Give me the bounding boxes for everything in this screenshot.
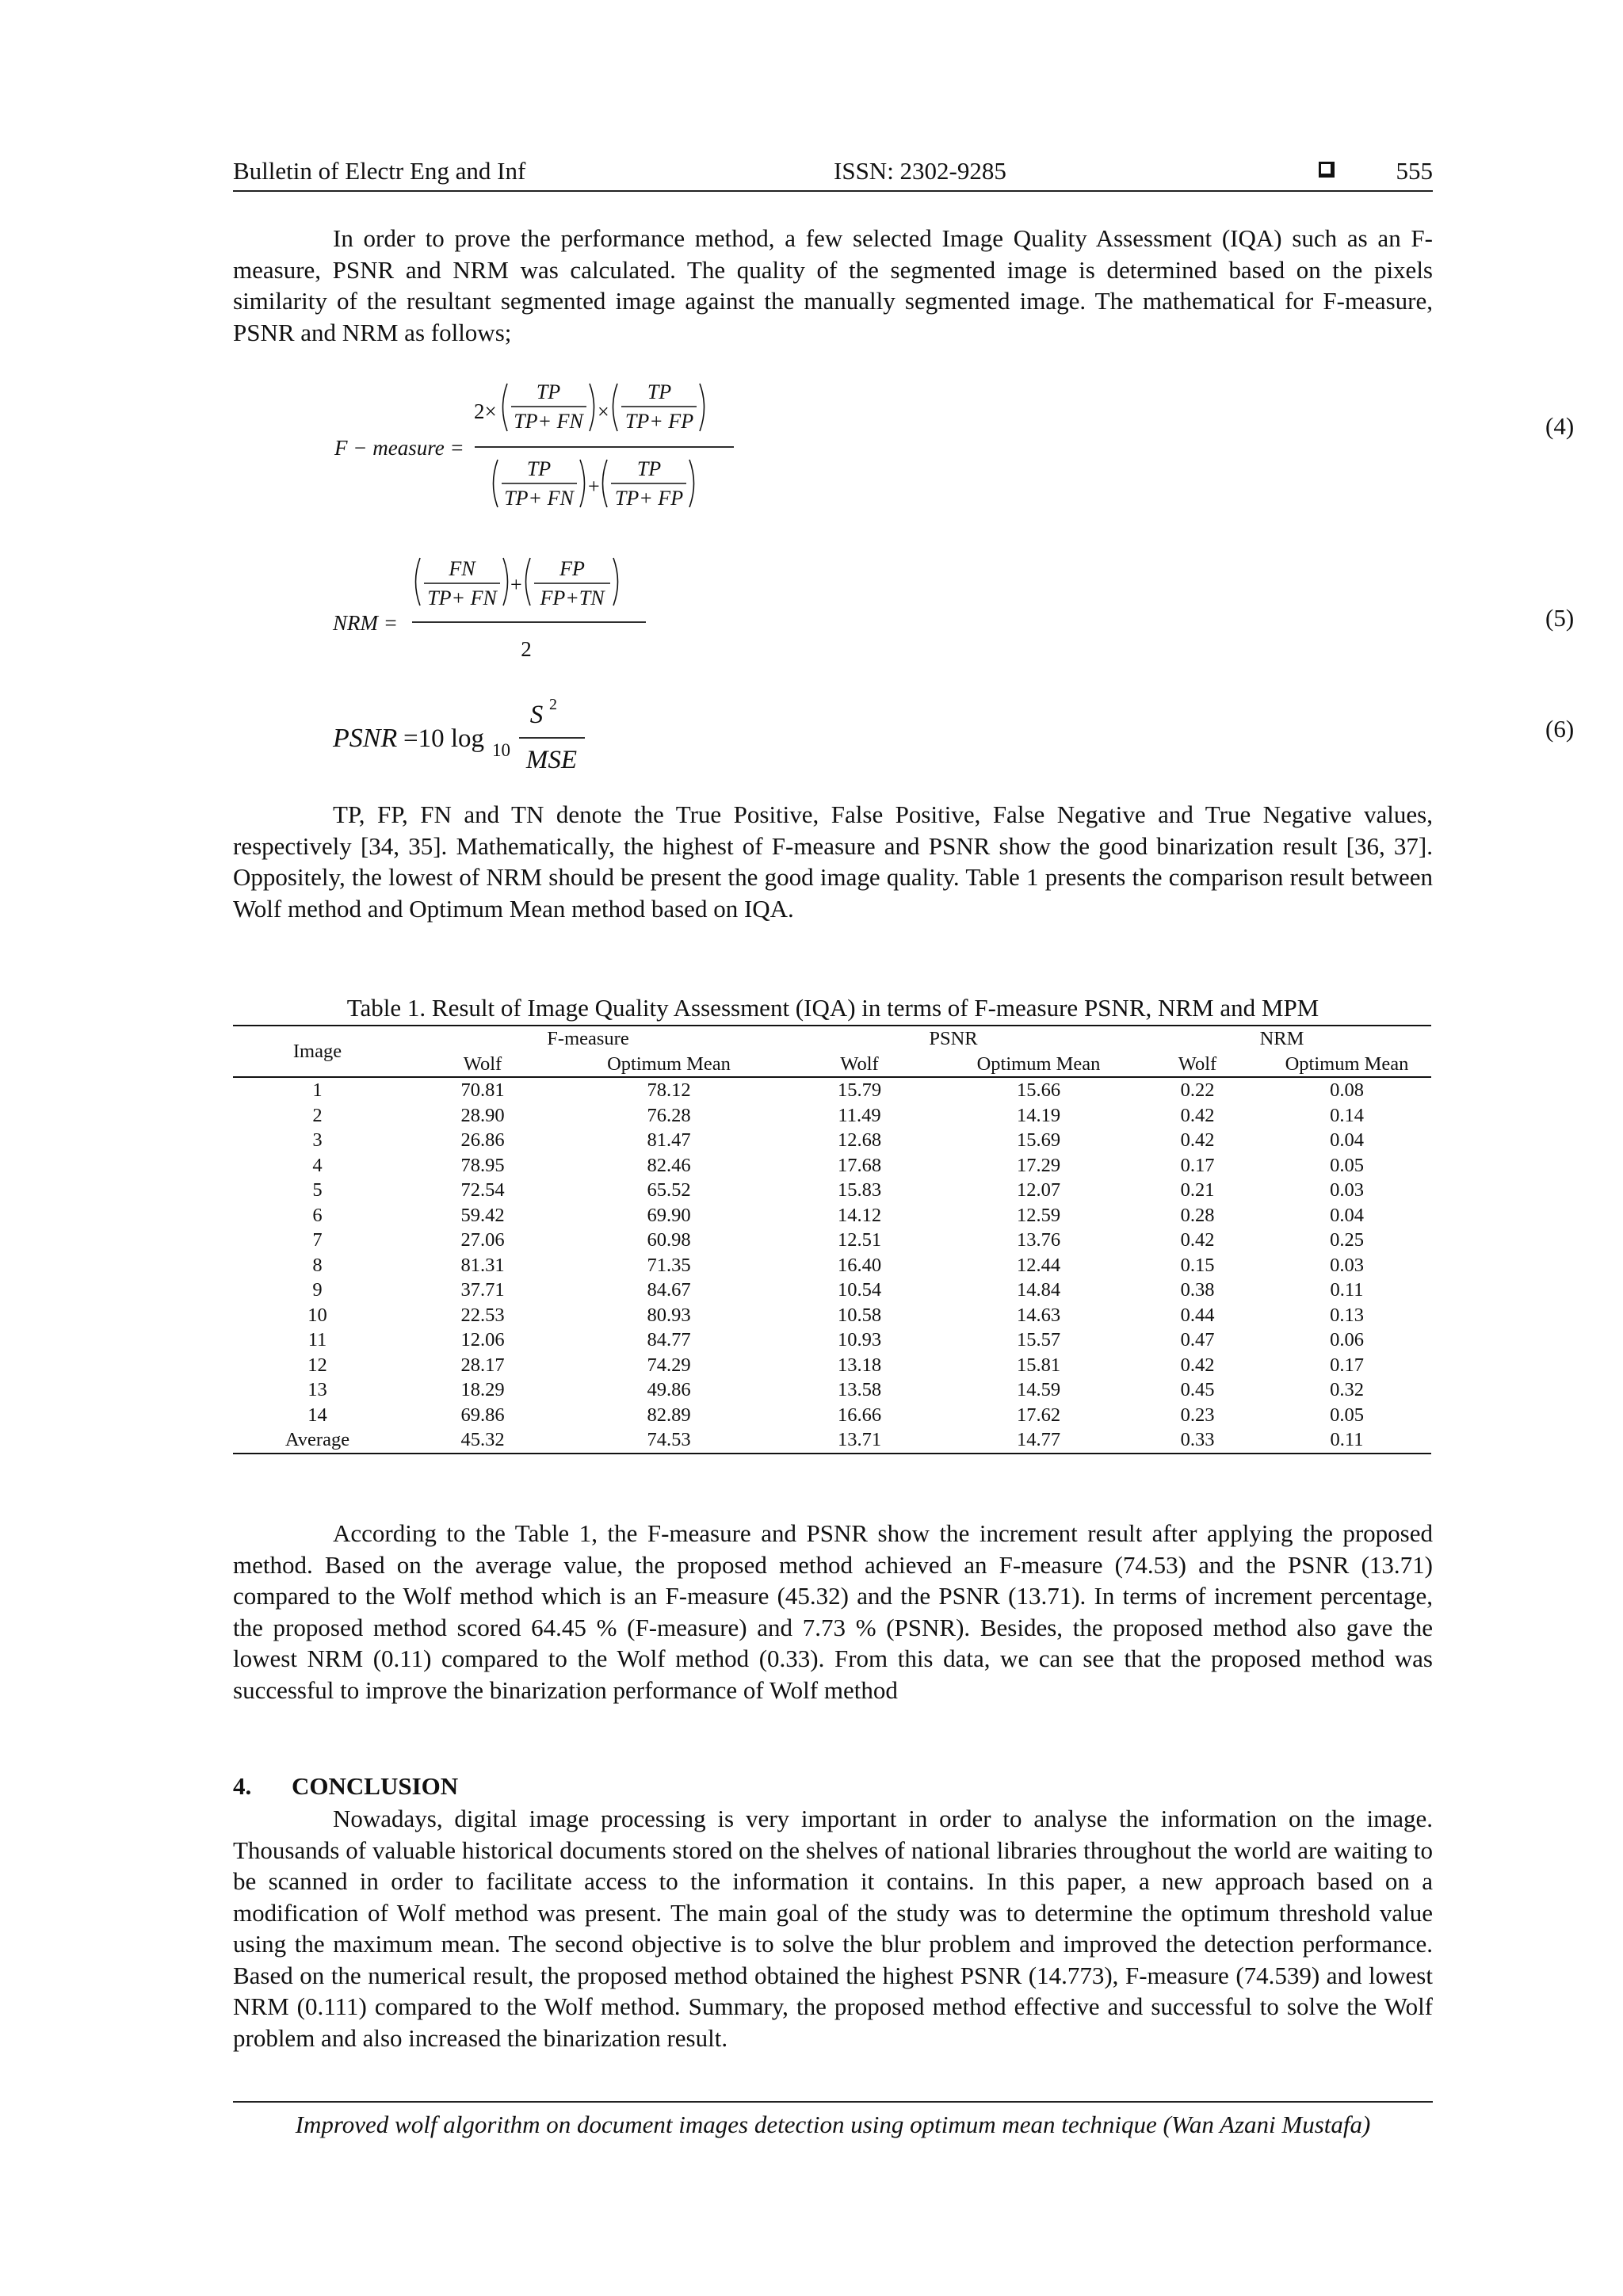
table-cell: 0.13: [1330, 1304, 1364, 1326]
eq6-lhs: PSNR: [333, 724, 398, 753]
table-cell: 78.95: [460, 1154, 505, 1176]
subheader-wolf: Wolf: [840, 1052, 879, 1075]
eq4-two-times: 2×: [474, 399, 497, 423]
table-cell: 37.71: [460, 1279, 505, 1301]
conclusion-paragraph: Nowadays, digital image processing is very important in order to analyse the information on the image. Thousands of valuable historical documents stored on the shelves of national libraries throughout the world are waiting to be scanned in order to facilitate access to the information it contains. In this paper, a new approach based on a modification of Wolf method was present. The main goal of the study was to determine the optimum threshold value using the maximum mean. The second objective is to solve the blur problem and improved the detection performance. Based on the numerical result, the proposed method obtained the highest PSNR (14.773), F-measure (74.539) and lowest NRM (0.111) compared to the Wolf method. Summary, the proposed method effective and successful to solve the Wolf problem and also increased the binarization result.: [233, 1805, 1433, 2052]
subheader-optimum-mean: Optimum Mean: [976, 1052, 1101, 1075]
eq4-tp-4: TP: [636, 457, 662, 480]
eq5-denominator: 2: [521, 637, 532, 661]
table-cell: 16.66: [837, 1404, 882, 1426]
table-cell: 10.54: [837, 1279, 882, 1301]
table-cell: 26.86: [460, 1129, 505, 1151]
table-cell: 17.68: [837, 1154, 882, 1176]
section-heading: [233, 1772, 458, 1801]
table-cell: 84.67: [647, 1279, 691, 1301]
table-row: [233, 1353, 1431, 1378]
table-cell: 17.62: [1016, 1404, 1061, 1426]
table-cell: 14.77: [945, 1427, 1132, 1454]
equation-5-number: (5): [1545, 604, 1575, 632]
eq5-lhs: NRM =: [333, 611, 398, 635]
table-cell: 0.04: [1330, 1204, 1364, 1226]
table-cell: 71.35: [647, 1254, 691, 1276]
eq5-plus: +: [510, 573, 522, 596]
table-cell: 84.77: [647, 1329, 691, 1350]
table-cell: 69.90: [647, 1204, 691, 1226]
table-cell: 5: [312, 1179, 323, 1201]
table-cell: 13.76: [1016, 1229, 1061, 1251]
page-number: 555: [1396, 157, 1433, 185]
eq4-tp-1: TP: [536, 380, 561, 403]
table-cell: 12.51: [837, 1229, 882, 1251]
equation-6: [233, 690, 1575, 777]
table-cell: 0.32: [1330, 1379, 1364, 1400]
subheader-optimum-mean: Optimum Mean: [607, 1052, 731, 1075]
table-row: [233, 1178, 1431, 1203]
table-cell: 16.40: [837, 1254, 882, 1276]
table-cell: 0.06: [1330, 1329, 1364, 1350]
table-cell: 70.81: [402, 1077, 563, 1103]
table-cell: 13.18: [837, 1354, 882, 1376]
table-cell: 0.14: [1330, 1104, 1364, 1126]
table-row: [233, 1328, 1431, 1353]
table-row: [233, 1377, 1431, 1403]
table-cell: 18.29: [460, 1379, 505, 1400]
table-cell: 11: [307, 1329, 327, 1350]
table-cell: 7: [312, 1229, 323, 1251]
eq4-tpfn-2: TP+ FN: [504, 487, 574, 510]
table-cell: 80.93: [647, 1304, 691, 1326]
table-cell: 82.89: [647, 1404, 691, 1426]
table-cell: 10: [307, 1304, 327, 1326]
f-measure-formula: [233, 372, 788, 531]
table-row: [233, 1103, 1431, 1129]
table-cell: 0.11: [1262, 1427, 1431, 1454]
eq5-tpfn: TP+ FN: [427, 586, 497, 609]
table-row: [233, 1278, 1431, 1303]
group-header-psnr: PSNR: [774, 1026, 1132, 1052]
table-cell: 76.28: [647, 1104, 691, 1126]
table-row: [233, 1403, 1431, 1428]
table-cell: 0.42: [1180, 1229, 1215, 1251]
table-cell: 60.98: [647, 1229, 691, 1251]
table-cell: 1: [233, 1077, 402, 1103]
table-cell: 6: [312, 1204, 323, 1226]
eq4-lhs: F − measure =: [334, 436, 464, 460]
eq6-subscript: 10: [492, 740, 510, 760]
table-cell: 12.07: [1016, 1179, 1061, 1201]
table-row: [233, 1077, 1431, 1103]
eq5-fp: FP: [559, 557, 585, 580]
table-cell: 0.08: [1262, 1077, 1431, 1103]
table-cell: 0.38: [1180, 1279, 1215, 1301]
table-cell: 15.83: [837, 1179, 882, 1201]
eq4-tpfp-1: TP+ FP: [624, 410, 694, 433]
group-header-nrm: NRM: [1132, 1026, 1431, 1052]
table-cell: 0.17: [1180, 1154, 1215, 1176]
table-cell: 0.25: [1330, 1229, 1364, 1251]
table-cell: 59.42: [460, 1204, 505, 1226]
table-cell: 11.49: [838, 1104, 881, 1126]
table-cell: 0.33: [1132, 1427, 1262, 1454]
table-cell: 0.42: [1180, 1104, 1215, 1126]
table-cell: 0.42: [1180, 1354, 1215, 1376]
table-cell: 14.63: [1016, 1304, 1061, 1326]
table-body: [233, 1077, 1431, 1454]
table-cell: 0.22: [1132, 1077, 1262, 1103]
analysis-paragraph: According to the Table 1, the F-measure and PSNR show the increment result after applying the proposed method. Based on the average value, the proposed method achieved an F-measure (74.53) and the PSNR (13.71) compared to the Wolf method which is an F-measure (45.32) and the PSNR (13.71). In terms of increment percentage, the proposed method scored 64.45 % (F-measure) and 7.73 % (PSNR). Besides, the proposed method also gave the lowest NRM (0.11) compared to the Wolf method (0.33). From this data, we can see that the proposed method was successful to improve the binarization performance of Wolf method: [233, 1519, 1433, 1704]
table-cell: 13.58: [837, 1379, 882, 1400]
table-cell: 81.47: [647, 1129, 691, 1151]
table-cell: 0.05: [1330, 1154, 1364, 1176]
table-cell: 9: [312, 1279, 323, 1301]
table-cell: 0.23: [1180, 1404, 1215, 1426]
table-cell: 4: [312, 1154, 323, 1176]
table-cell: 0.21: [1180, 1179, 1215, 1201]
table-cell: 0.03: [1330, 1179, 1364, 1201]
table-cell: 15.81: [1016, 1354, 1061, 1376]
table-row: [233, 1128, 1431, 1153]
eq4-tpfn-1: TP+ FN: [514, 410, 583, 433]
table-row: [233, 1427, 1431, 1454]
table-cell: 2: [312, 1104, 323, 1126]
definitions-paragraph: TP, FP, FN and TN denote the True Positive, False Positive, False Negative and True Negative values, respectively [34, 35]. Mathematically, the highest of F-measure and PSNR show the good binarization result [36, 37]. Oppositely, the lowest of NRM should be present the good image quality. Table 1 presents the comparison result between Wolf method and Optimum Mean method based on IQA.: [233, 800, 1433, 923]
table-cell: 12: [307, 1354, 327, 1376]
table-cell: 0.44: [1180, 1304, 1215, 1326]
table-cell: 15.69: [1016, 1129, 1061, 1151]
intro-paragraph: In order to prove the performance method, a few selected Image Quality Assessment (IQA) such as an F-measure, PSNR and NRM was calculated. The quality of the segmented image is determined based on the pixels similarity of the resultant segmented image against the manually segmented image. The mathematical for F-measure, PSNR and NRM as follows;: [233, 224, 1433, 346]
equation-6-number: (6): [1545, 715, 1575, 743]
table-cell: 78.12: [563, 1077, 774, 1103]
eq4-tp-2: TP: [647, 380, 672, 403]
group-header-fmeasure: F-measure: [402, 1026, 774, 1052]
table-cell: 0.17: [1330, 1354, 1364, 1376]
table-cell: 0.04: [1330, 1129, 1364, 1151]
table-cell: 13: [307, 1379, 327, 1400]
eq6-exponent: 2: [549, 696, 557, 713]
table-row: [233, 1153, 1431, 1179]
equation-5: [233, 550, 1575, 677]
table-cell: 3: [312, 1129, 323, 1151]
eq4-tpfp-2: TP+ FP: [614, 487, 684, 510]
table-row: [233, 1253, 1431, 1278]
table-cell: 81.31: [460, 1254, 505, 1276]
table-cell: 14: [307, 1404, 327, 1426]
table-cell: 0.05: [1330, 1404, 1364, 1426]
eq4-tp-3: TP: [526, 457, 552, 480]
table-cell: 28.90: [460, 1104, 505, 1126]
nrm-formula: [233, 550, 788, 677]
table-cell: 10.93: [837, 1329, 882, 1350]
subheader-wolf: Wolf: [463, 1052, 502, 1075]
table-cell: 12.44: [1016, 1254, 1061, 1276]
table-cell: 0.03: [1330, 1254, 1364, 1276]
eq5-fn: FN: [449, 557, 475, 580]
table-cell: 17.29: [1016, 1154, 1061, 1176]
table-cell: 14.84: [1016, 1279, 1061, 1301]
table-cell: 28.17: [460, 1354, 505, 1376]
table-cell: 45.32: [402, 1427, 563, 1454]
table-caption: Table 1. Result of Image Quality Assessment (IQA) in terms of F-measure PSNR, NRM and MPM: [346, 994, 1319, 1022]
table-cell: 27.06: [460, 1229, 505, 1251]
table-cell: 0.45: [1180, 1379, 1215, 1400]
table-cell: 14.12: [837, 1204, 882, 1226]
table-cell: 12.59: [1016, 1204, 1061, 1226]
table-cell: 15.57: [1016, 1329, 1061, 1350]
eq5-fptn: FP+TN: [540, 586, 605, 609]
eq4-plus: +: [588, 475, 600, 498]
table-cell: 82.46: [647, 1154, 691, 1176]
table-cell: 65.52: [647, 1179, 691, 1201]
table-row: [233, 1303, 1431, 1328]
table-cell: 14.19: [1016, 1104, 1061, 1126]
table-cell: 22.53: [460, 1304, 505, 1326]
table-cell: 15.79: [774, 1077, 945, 1103]
issn: ISSN: 2302-9285: [834, 157, 1006, 185]
table-cell: 69.86: [460, 1404, 505, 1426]
iqa-results-table: [233, 1025, 1431, 1454]
table-cell: 0.28: [1180, 1204, 1215, 1226]
table-cell: 74.29: [647, 1354, 691, 1376]
table-row: [233, 1228, 1431, 1253]
table-cell: 15.66: [945, 1077, 1132, 1103]
table-cell: Average: [233, 1427, 402, 1454]
equation-4: [233, 372, 1575, 531]
psnr-formula: [233, 690, 788, 777]
table-cell: 10.58: [837, 1304, 882, 1326]
table-cell: 12.06: [460, 1329, 505, 1350]
table-cell: 0.15: [1180, 1254, 1215, 1276]
table-cell: 13.71: [774, 1427, 945, 1454]
subheader-wolf: Wolf: [1178, 1052, 1217, 1075]
table-cell: 72.54: [460, 1179, 505, 1201]
table-cell: 8: [312, 1254, 323, 1276]
subheader-optimum-mean: Optimum Mean: [1285, 1052, 1409, 1075]
table-row: [233, 1203, 1431, 1228]
table-cell: 0.42: [1180, 1129, 1215, 1151]
running-header: [233, 155, 1433, 192]
table-cell: 49.86: [647, 1379, 691, 1400]
table-cell: 12.68: [837, 1129, 882, 1151]
journal-name: Bulletin of Electr Eng and Inf: [233, 157, 526, 185]
image-column-header: Image: [233, 1026, 402, 1077]
running-footer: Improved wolf algorithm on document images detection using optimum mean technique (Wan Azani Mustafa): [233, 2101, 1433, 2139]
table-cell: 74.53: [563, 1427, 774, 1454]
eq6-eq-sign: =10 log: [403, 724, 485, 753]
table-cell: 14.59: [1016, 1379, 1061, 1400]
eq6-numerator: S: [529, 701, 544, 729]
eq6-denominator: MSE: [525, 746, 578, 774]
square-bullet-icon: [1319, 162, 1335, 178]
section-number: 4.: [233, 1772, 252, 1800]
equation-4-number: (4): [1545, 412, 1575, 440]
eq4-times: ×: [598, 400, 609, 423]
section-title: CONCLUSION: [292, 1772, 459, 1800]
table-cell: 0.11: [1330, 1279, 1364, 1301]
table-cell: 0.47: [1180, 1329, 1215, 1350]
